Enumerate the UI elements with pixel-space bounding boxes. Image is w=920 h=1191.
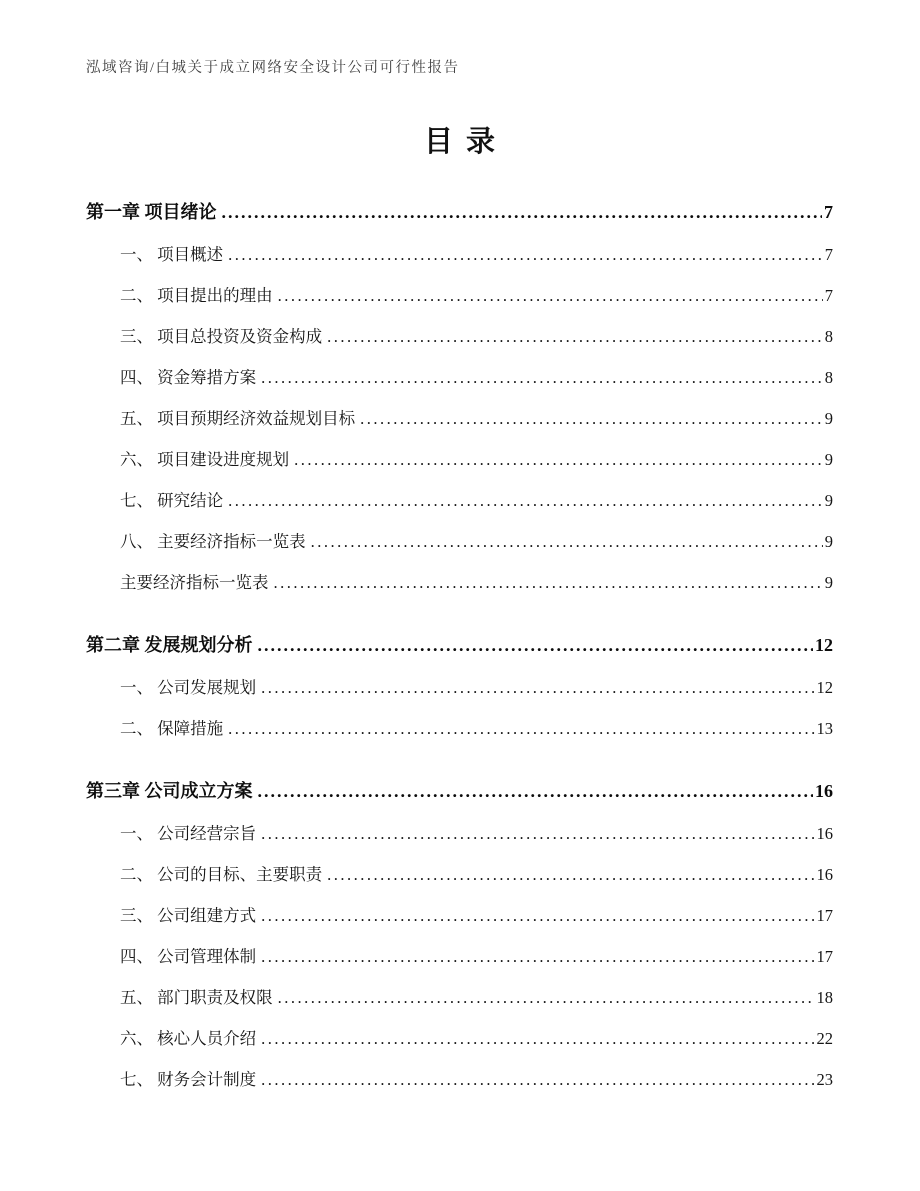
toc-entry[interactable] [86, 286, 833, 306]
toc-entry-page: 17 [816, 947, 833, 966]
toc-entry-page: 16 [816, 824, 833, 843]
toc-entry[interactable] [86, 532, 833, 552]
toc-entry[interactable] [86, 327, 833, 347]
toc-entry[interactable] [86, 245, 833, 265]
toc-entry-page: 8 [824, 368, 833, 387]
toc-entry-page: 9 [824, 532, 833, 551]
dot-leader [261, 947, 814, 967]
toc-chapter-label: 第一章 项目绪论 [86, 202, 217, 222]
dot-leader [311, 532, 823, 552]
toc-entry-page: 9 [824, 409, 833, 428]
toc-entry-label: 主要经济指标一览表 [120, 573, 269, 592]
toc-entry-label: 六、 核心人员介绍 [120, 1029, 257, 1048]
dot-leader [261, 678, 814, 698]
toc-chapter-label: 第二章 发展规划分析 [86, 635, 253, 655]
dot-leader [261, 1070, 814, 1090]
toc-entry-label: 七、 研究结论 [120, 491, 224, 510]
toc-entry[interactable] [86, 491, 833, 511]
document-header-text: 泓域咨询/白城关于成立网络安全设计公司可行性报告 [86, 60, 460, 76]
toc-entry-page: 16 [816, 865, 833, 884]
toc-entry-page: 8 [824, 327, 833, 346]
toc-entry-label: 六、 项目建设进度规划 [120, 450, 290, 469]
dot-leader [222, 200, 823, 224]
dot-leader [360, 409, 823, 429]
toc-entry[interactable] [86, 409, 833, 429]
toc-entry-page: 17 [816, 906, 833, 925]
dot-leader [294, 450, 823, 470]
toc-entry[interactable] [86, 824, 833, 844]
toc-entry[interactable] [86, 1070, 833, 1090]
page-title: 目录 [423, 126, 509, 158]
dot-leader [258, 779, 814, 803]
toc-entry-label: 一、 公司发展规划 [120, 678, 257, 697]
toc-entry[interactable] [86, 1029, 833, 1049]
toc-entry-label: 二、 公司的目标、主要职责 [120, 865, 323, 884]
toc-entry-label: 一、 公司经营宗旨 [120, 824, 257, 843]
toc-entry[interactable] [86, 719, 833, 739]
toc-chapter-label: 第三章 公司成立方案 [86, 781, 253, 801]
toc-entry-label: 七、 财务会计制度 [120, 1070, 257, 1089]
toc-entry-label: 四、 资金筹措方案 [120, 368, 257, 387]
toc-entry-page: 18 [816, 988, 833, 1007]
dot-leader [258, 633, 814, 657]
toc-entry[interactable] [86, 906, 833, 926]
toc-chapter-page: 7 [824, 202, 833, 222]
toc-entry[interactable] [86, 573, 833, 593]
toc-entry-page: 7 [824, 286, 833, 305]
dot-leader [278, 286, 823, 306]
dot-leader [274, 573, 823, 593]
dot-leader [261, 906, 814, 926]
dot-leader [228, 245, 823, 265]
toc [86, 200, 833, 1090]
toc-entry-page: 22 [816, 1029, 833, 1048]
dot-leader [228, 719, 814, 739]
toc-entry-page: 13 [816, 719, 833, 738]
toc-entry-page: 7 [824, 245, 833, 264]
toc-entry-label: 五、 部门职责及权限 [120, 988, 273, 1007]
toc-entry-label: 一、 项目概述 [120, 245, 224, 264]
dot-leader [228, 491, 823, 511]
toc-entry-label: 四、 公司管理体制 [120, 947, 257, 966]
toc-entry-label: 二、 项目提出的理由 [120, 286, 273, 305]
dot-leader [278, 988, 815, 1008]
toc-entry-page: 9 [824, 450, 833, 469]
dot-leader [261, 1029, 814, 1049]
dot-leader [327, 865, 814, 885]
toc-entry-page: 12 [816, 678, 833, 697]
toc-entry-page: 23 [816, 1070, 833, 1089]
toc-entry[interactable] [86, 865, 833, 885]
dot-leader [261, 824, 814, 844]
toc-entry[interactable] [86, 947, 833, 967]
toc-entry[interactable] [86, 678, 833, 698]
toc-entry-page: 9 [824, 573, 833, 592]
toc-chapter-page: 12 [815, 635, 833, 655]
toc-entry-label: 三、 项目总投资及资金构成 [120, 327, 323, 346]
toc-entry-page: 9 [824, 491, 833, 510]
toc-entry[interactable] [86, 988, 833, 1008]
toc-entry[interactable] [86, 450, 833, 470]
dot-leader [327, 327, 823, 347]
toc-chapter-page: 16 [815, 781, 833, 801]
toc-chapter-entry[interactable] [86, 200, 833, 224]
toc-entry-label: 五、 项目预期经济效益规划目标 [120, 409, 356, 428]
toc-chapter-entry[interactable] [86, 633, 833, 657]
toc-entry-label: 三、 公司组建方式 [120, 906, 257, 925]
toc-entry-label: 二、 保障措施 [120, 719, 224, 738]
toc-chapter-entry[interactable] [86, 779, 833, 803]
toc-entry[interactable] [86, 368, 833, 388]
dot-leader [261, 368, 823, 388]
toc-entry-label: 八、 主要经济指标一览表 [120, 532, 306, 551]
